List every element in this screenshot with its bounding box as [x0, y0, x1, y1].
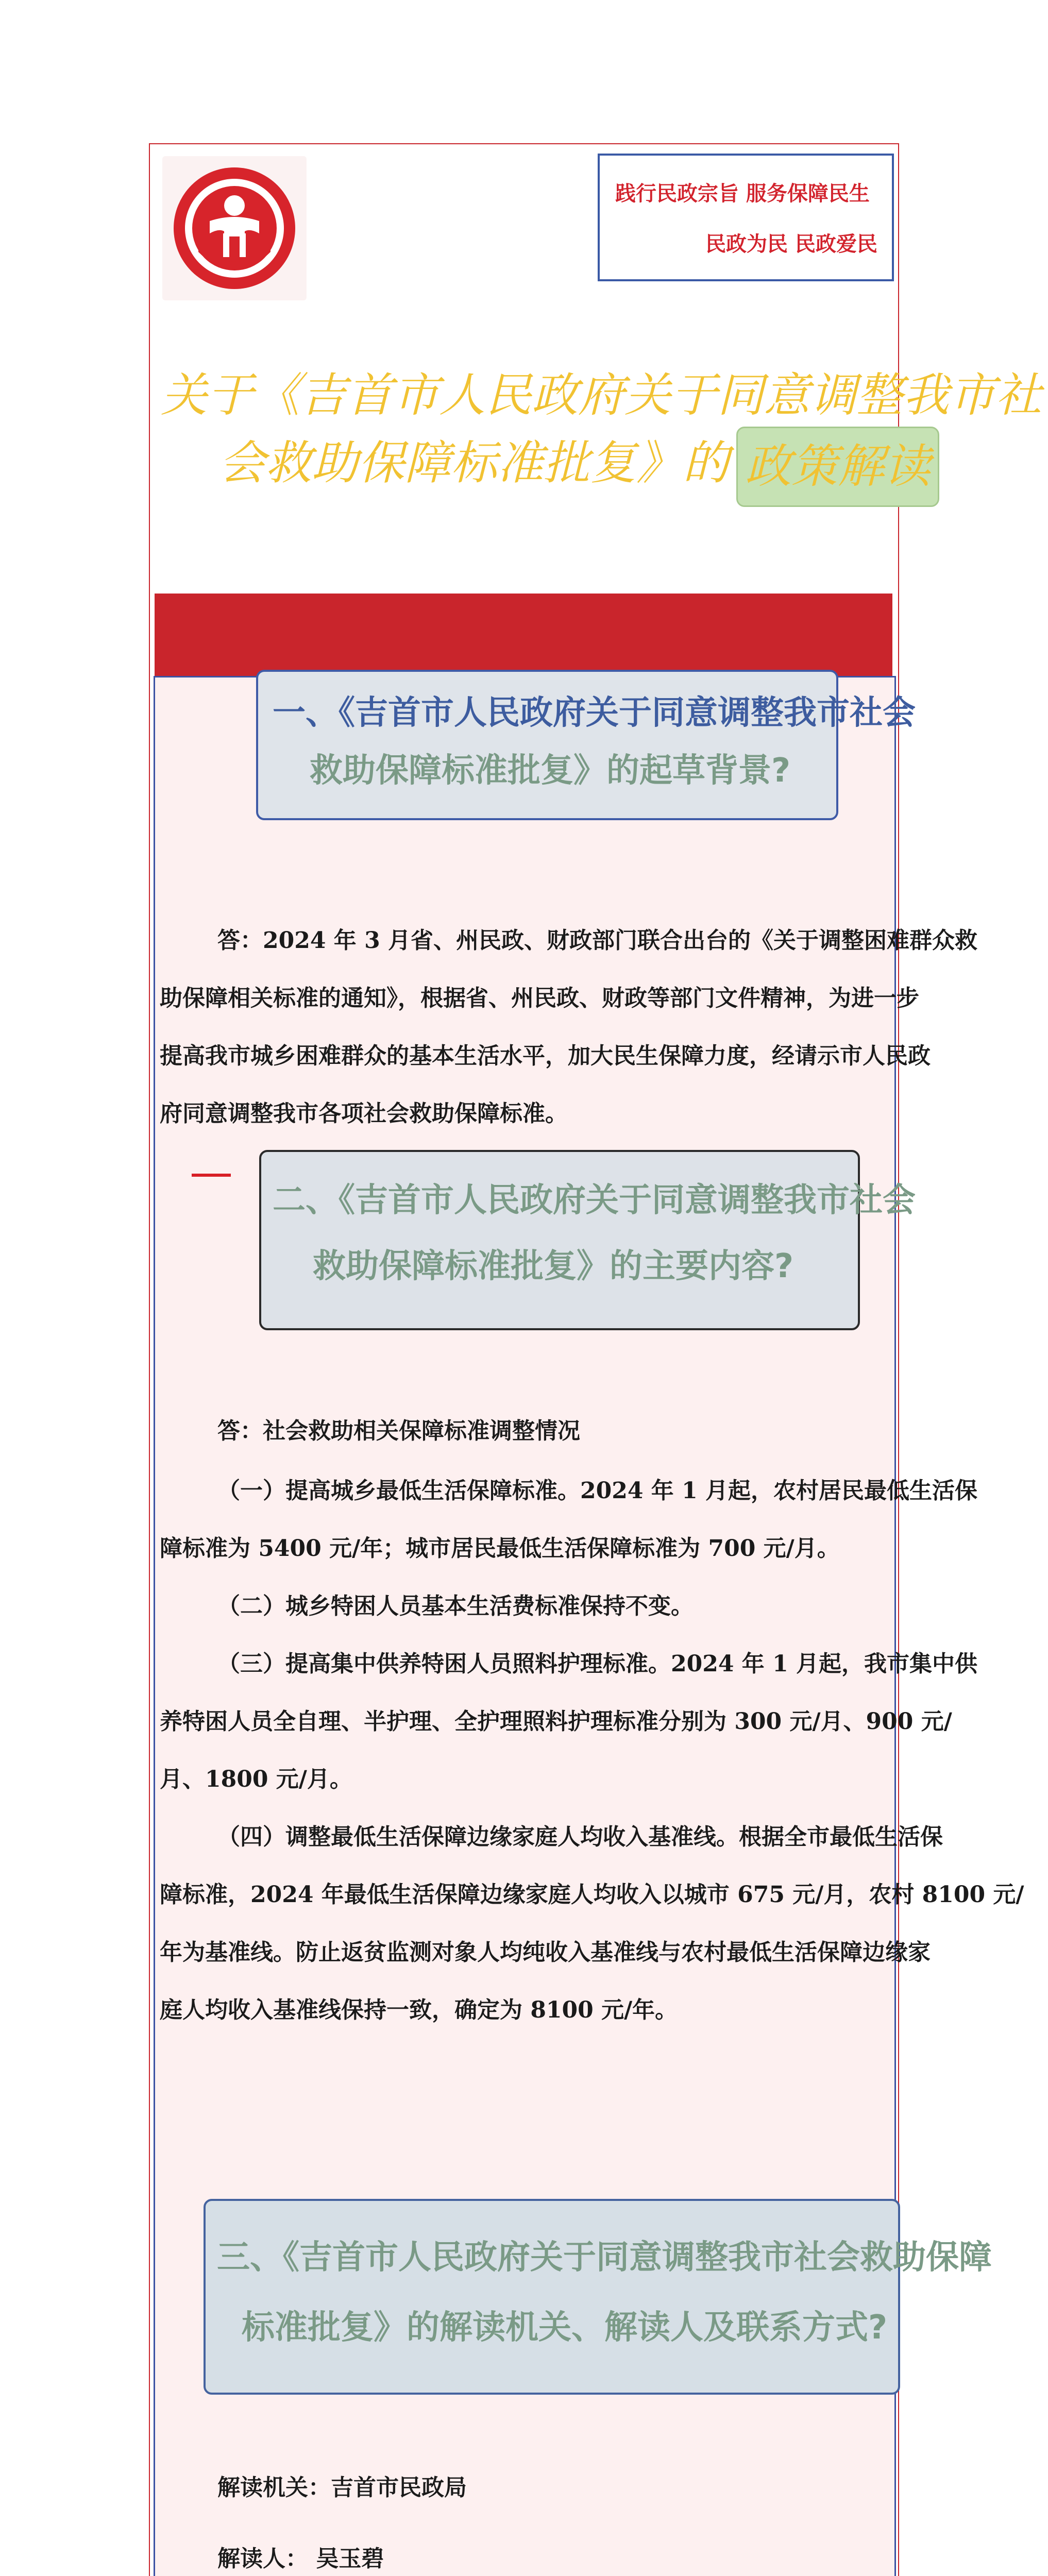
- question-1-box: [256, 670, 916, 820]
- answer-2-line: 庭人均收入基准线保持一致，确定为 8100 元/年。: [160, 1997, 678, 2023]
- contact-info: [160, 2452, 897, 2576]
- answer-2-heading: [160, 1402, 897, 1460]
- question-3-line-1: 三、《吉首市人民政府关于同意调整我市社会救助保障: [217, 2239, 992, 2277]
- contact-person: 解读人： 吴玉碧: [217, 2546, 384, 2572]
- civil-affairs-logo: [162, 156, 307, 300]
- slogan-line-1: 践行民政宗旨 服务保障民生: [615, 181, 870, 206]
- answer-2-line: 年为基准线。防止返贫监测对象人均纯收入基准线与农村最低生活保障边缘家: [160, 1939, 931, 1965]
- answer-1-line: 助保障相关标准的通知》，根据省、州民政、财政等部门文件精神，为进一步: [160, 985, 919, 1011]
- question-2-line-1: 二、《吉首市人民政府关于同意调整我市社会: [273, 1181, 916, 1219]
- answer-2-line: 月、1800 元/月。: [160, 1766, 352, 1792]
- answer-2-line: （四）调整最低生活保障边缘家庭人均收入基准线。根据全市最低生活保: [217, 1824, 943, 1850]
- page-title-line-1: 关于《吉首市人民政府关于同意调整我市社: [161, 368, 1042, 422]
- answer-2-body: [160, 1462, 1024, 2039]
- answer-2-line: （三）提高集中供养特困人员照料护理标准。2024 年 1 月起，我市集中供: [217, 1651, 978, 1677]
- title-highlight-badge: 政策解读: [736, 427, 939, 507]
- slogan-box: [598, 154, 894, 281]
- question-1-line-2: 救助保障标准批复》的起草背景?: [310, 752, 791, 790]
- slogan-line-2: 民政为民 民政爱民: [705, 232, 877, 256]
- page-title-line-2-text: 会救助保障标准批复》的: [219, 436, 729, 490]
- answer-1: [160, 912, 978, 1143]
- question-3-box: [204, 2199, 992, 2395]
- question-2-box: [259, 1150, 916, 1330]
- answer-2-line: （一）提高城乡最低生活保障标准。2024 年 1 月起，农村居民最低生活保: [217, 1478, 978, 1504]
- answer-2-line: 养特困人员全自理、半护理、全护理照料护理标准分别为 300 元/月、900 元/: [160, 1708, 952, 1735]
- answer-1-line: 提高我市城乡困难群众的基本生活水平，加大民生保障力度，经请示市人民政: [160, 1043, 931, 1069]
- red-dash-divider: [192, 1174, 231, 1177]
- answer-2-heading-text: 答：社会救助相关保障标准调整情况: [217, 1418, 580, 1444]
- page-title: [155, 365, 1042, 507]
- civil-affairs-emblem-icon: [162, 156, 307, 300]
- answer-1-line: 府同意调整我市各项社会救助保障标准。: [160, 1100, 568, 1127]
- answer-1-line: 答：2024 年 3 月省、州民政、财政部门联合出台的《关于调整困难群众救: [217, 927, 978, 954]
- answer-2-line: （二）城乡特困人员基本生活费标准保持不变。: [217, 1593, 694, 1619]
- answer-2-line: 障标准，2024 年最低生活保障边缘家庭人均收入以城市 675 元/月，农村 8100 元/: [160, 1882, 1024, 1908]
- question-2-line-2: 救助保障标准批复》的主要内容?: [313, 1247, 794, 1285]
- page-title-line-2: [155, 427, 931, 507]
- contact-agency: 解读机关：吉首市民政局: [217, 2475, 467, 2501]
- red-banner-top: [155, 594, 892, 678]
- question-3-line-2: 标准批复》的解读机关、解读人及联系方式?: [242, 2309, 888, 2347]
- answer-2-line: 障标准为 5400 元/年；城市居民最低生活保障标准为 700 元/月。: [160, 1535, 840, 1562]
- question-1-line-1: 一、《吉首市人民政府关于同意调整我市社会: [273, 694, 916, 732]
